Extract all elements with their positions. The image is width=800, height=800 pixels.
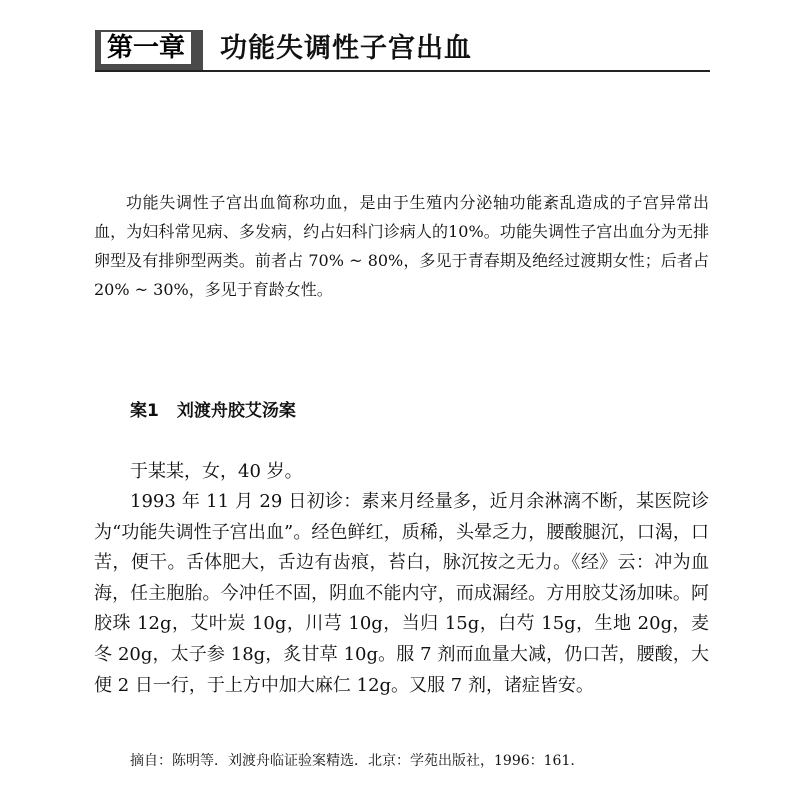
header-rule — [95, 70, 710, 72]
patient-info: 于某某，女，40 岁。 — [130, 461, 303, 482]
case-heading — [130, 400, 296, 422]
case-number: 案1 — [130, 401, 159, 421]
chapter-label-box — [95, 30, 203, 70]
chapter-title: 功能失调性子宫出血 — [220, 33, 472, 64]
chapter-label: 第一章 — [101, 32, 191, 64]
chapter-header — [95, 30, 710, 72]
citation: 摘自：陈明等．刘渡舟临证验案精选．北京：学苑出版社，1996：161. — [130, 753, 575, 769]
case-title: 刘渡舟胶艾汤案 — [176, 401, 296, 421]
visit-record: 1993 年 11 月 29 日初诊：素来月经量多，近月余淋漓不断，某医院诊为“功能失调性子宫出血”。经色鲜红，质稀，头晕乏力，腰酸腿沉，口渴，口苦，便干。舌体肥大，舌边有齿痕，苔白，脉沉按之无力。《经》云：冲为血海，任主胞胎。今冲任不固，阴血不能内守，而成漏经。方用胶艾汤加味。阿胶珠 12g，艾叶炭 10g，川芎 10g，当归 15g，白芍 15g，生地 20g，麦冬 20g，太子参 18g，炙甘草 10g。服 7 剂而血量大减，仍口苦，腰酸，大便 2 日一行，于上方中加大麻仁 12g。又服 7 剂，诸症皆安。 — [94, 491, 709, 696]
intro-paragraph: 功能失调性子宫出血简称功血，是由于生殖内分泌轴功能紊乱造成的子宫异常出血，为妇科常见病、多发病，约占妇科门诊病人的10%。功能失调性子宫出血分为无排卵型及有排卵型两类。前者占 70% ~ 80%，多见于青春期及绝经过渡期女性；后者占 20% ~ 30%，多见于育龄女性。 — [94, 193, 709, 299]
